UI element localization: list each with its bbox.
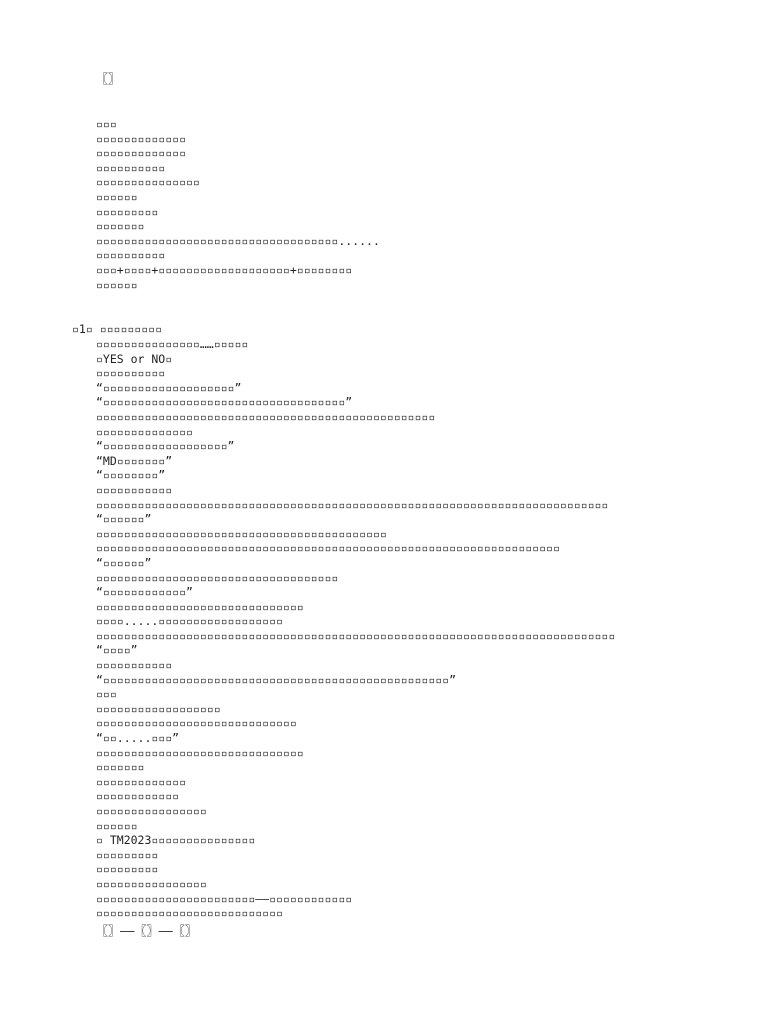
text-line: ▫▫▫▫▫▫▫▫▫▫▫▫▫▫▫▫▫▫▫▫▫▫▫▫▫▫▫▫▫ (96, 716, 297, 731)
text-line: ▫▫▫▫▫▫▫▫▫▫▫▫▫▫▫▫▫▫▫▫▫▫▫▫▫▫▫▫▫▫▫▫▫▫▫▫▫▫▫▫▫▫▫▫▫▫▫▫▫▫▫▫▫▫▫▫▫▫▫▫▫▫▫▫▫▫▫▫▫▫▫▫▫▫ (96, 497, 609, 512)
text-line: ▫▫▫▫▫▫▫▫▫▫▫▫ (96, 789, 180, 804)
bottom-bracket-mark: 〖〗——〖〗——〖〗 (96, 924, 197, 938)
text-line: “▫▫▫▫▫▫” (96, 555, 152, 570)
text-line: ▫▫▫▫▫▫▫▫▫▫▫▫▫▫▫▫▫▫▫▫▫▫▫▫▫▫▫▫▫▫ (96, 599, 304, 614)
text-line: ▫▫▫▫▫▫▫▫▫▫▫ (96, 658, 173, 673)
text-line: “▫▫▫▫▫▫▫▫▫▫▫▫▫▫▫▫▫▫▫” (96, 380, 242, 395)
text-line: “MD▫▫▫▫▫▫▫” (96, 453, 173, 468)
text-line: ▫▫▫▫▫▫▫▫▫▫▫ (96, 482, 173, 497)
text-line: ▫▫▫▫▫▫▫▫▫▫ (96, 248, 166, 263)
text-line: ▫▫▫▫▫▫▫▫▫▫▫▫▫▫▫▫▫▫▫▫▫▫▫▫▫▫▫▫▫▫▫▫▫▫▫▫▫▫▫▫▫▫ (96, 526, 387, 541)
text-line: “▫▫▫▫▫▫▫▫▫▫▫▫” (96, 585, 193, 600)
text-line: ▫▫▫▫.....▫▫▫▫▫▫▫▫▫▫▫▫▫▫▫▫▫▫ (96, 614, 283, 629)
text-line: “▫▫▫▫▫▫” (96, 512, 152, 527)
text-line: “▫▫▫▫▫▫▫▫” (96, 468, 166, 483)
text-line: ▫▫▫▫▫▫▫▫▫▫▫▫▫▫▫▫▫▫▫▫▫▫▫▫▫▫▫▫▫▫▫▫▫▫▫▫▫▫▫▫▫▫▫▫▫▫▫▫▫▫▫▫▫▫▫▫▫▫▫▫▫▫▫▫▫▫▫▫▫▫▫▫▫▫▫ (96, 628, 616, 643)
text-line: ▫▫▫▫▫▫▫▫▫ (96, 862, 159, 877)
text-line: ▫▫▫▫▫▫▫▫▫▫ (96, 366, 166, 381)
text-line: ▫YES or NO▫ (96, 351, 173, 366)
text-line: ▫▫▫▫▫▫▫ (96, 760, 145, 775)
text-line: ▫▫▫▫▫▫▫▫▫▫▫▫▫ (96, 146, 187, 161)
text-line: ▫▫▫▫▫▫▫▫▫▫▫▫▫ (96, 131, 187, 146)
text-line: ▫▫▫▫▫▫▫▫▫▫▫▫▫▫▫▫▫▫▫▫▫▫▫▫▫▫▫▫▫▫▫▫▫▫▫▫▫▫▫▫▫▫▫▫▫▫▫▫▫▫▫▫▫▫▫▫▫▫▫▫▫▫▫▫▫▫▫ (96, 541, 560, 556)
text-line: “▫▫▫▫▫▫▫▫▫▫▫▫▫▫▫▫▫▫” (96, 439, 235, 454)
text-line: ▫▫▫▫▫▫▫▫▫▫▫▫▫▫▫▫▫▫▫▫▫▫▫▫▫▫▫▫▫▫▫▫▫▫▫ (96, 570, 339, 585)
text-line: ▫▫▫+▫▫▫▫+▫▫▫▫▫▫▫▫▫▫▫▫▫▫▫▫▫▫▫+▫▫▫▫▫▫▫▫ (96, 262, 353, 277)
text-line: ▫▫▫▫▫▫ (96, 189, 138, 204)
text-line: ▫▫▫▫▫▫▫▫▫▫▫▫▫▫▫▫▫▫▫▫▫▫▫——▫▫▫▫▫▫▫▫▫▫▫▫ (96, 891, 353, 906)
text-line: ▫▫▫▫▫▫ (96, 277, 138, 292)
text-line: ▫▫▫▫▫▫▫▫▫▫▫▫▫▫▫▫ (96, 876, 207, 891)
text-line: ▫▫▫▫▫▫▫▫▫ (96, 847, 159, 862)
section-heading: ▫1▫ ▫▫▫▫▫▫▫▫▫ (72, 322, 163, 336)
text-line: ▫▫▫ (96, 687, 117, 702)
text-line: “▫▫.....▫▫▫” (96, 731, 180, 746)
text-line: “▫▫▫▫▫▫▫▫▫▫▫▫▫▫▫▫▫▫▫▫▫▫▫▫▫▫▫▫▫▫▫▫▫▫▫” (96, 395, 353, 410)
text-line: ▫▫▫▫▫▫▫▫▫▫ (96, 160, 166, 175)
text-line: ▫▫▫▫▫▫▫▫▫▫▫▫▫▫▫▫▫▫▫▫▫▫▫▫▫▫▫▫▫▫▫▫▫▫▫▫▫▫▫▫▫▫▫▫▫▫▫▫▫ (96, 409, 436, 424)
text-line: ▫▫▫▫▫▫▫▫▫▫▫▫▫▫▫……▫▫▫▫▫ (96, 337, 249, 351)
top-bracket-mark: 〖〗 (96, 72, 121, 86)
text-line: ▫▫▫▫▫▫▫▫▫▫▫▫▫ (96, 774, 187, 789)
text-line: ▫▫▫▫▫▫▫▫▫▫▫▫▫▫▫▫ (96, 804, 207, 818)
text-line: ▫▫▫▫▫▫▫▫▫▫▫▫▫▫▫▫▫▫▫▫▫▫▫▫▫▫▫▫▫▫ (96, 745, 304, 760)
text-line: “▫▫▫▫” (96, 643, 138, 658)
text-line: ▫▫▫▫▫▫▫▫▫▫▫▫▫▫▫ (96, 175, 200, 190)
text-line: ▫▫▫▫▫▫▫ (96, 219, 145, 234)
text-line: ▫▫▫▫▫▫▫▫▫▫▫▫▫▫▫▫▫▫▫▫▫▫▫▫▫▫▫▫▫▫▫▫▫▫▫...... (96, 233, 380, 248)
section-body (96, 337, 615, 921)
text-line: ▫▫▫▫▫▫▫▫▫▫▫▫▫▫▫▫▫▫ (96, 701, 221, 716)
text-line: ▫ TM2023▫▫▫▫▫▫▫▫▫▫▫▫▫▫▫ (96, 833, 256, 848)
text-line: ▫▫▫▫▫▫▫▫▫ (96, 204, 159, 219)
text-line: ▫▫▫ (96, 117, 117, 131)
text-line: ▫▫▫▫▫▫▫▫▫▫▫▫▫▫▫▫▫▫▫▫▫▫▫▫▫▫▫ (96, 906, 283, 921)
text-line: ▫▫▫▫▫▫ (96, 818, 138, 833)
text-line: ▫▫▫▫▫▫▫▫▫▫▫▫▫▫ (96, 424, 193, 439)
intro-paragraph (96, 117, 380, 292)
text-line: “▫▫▫▫▫▫▫▫▫▫▫▫▫▫▫▫▫▫▫▫▫▫▫▫▫▫▫▫▫▫▫▫▫▫▫▫▫▫▫▫▫▫▫▫▫▫▫▫▫▫” (96, 672, 457, 687)
